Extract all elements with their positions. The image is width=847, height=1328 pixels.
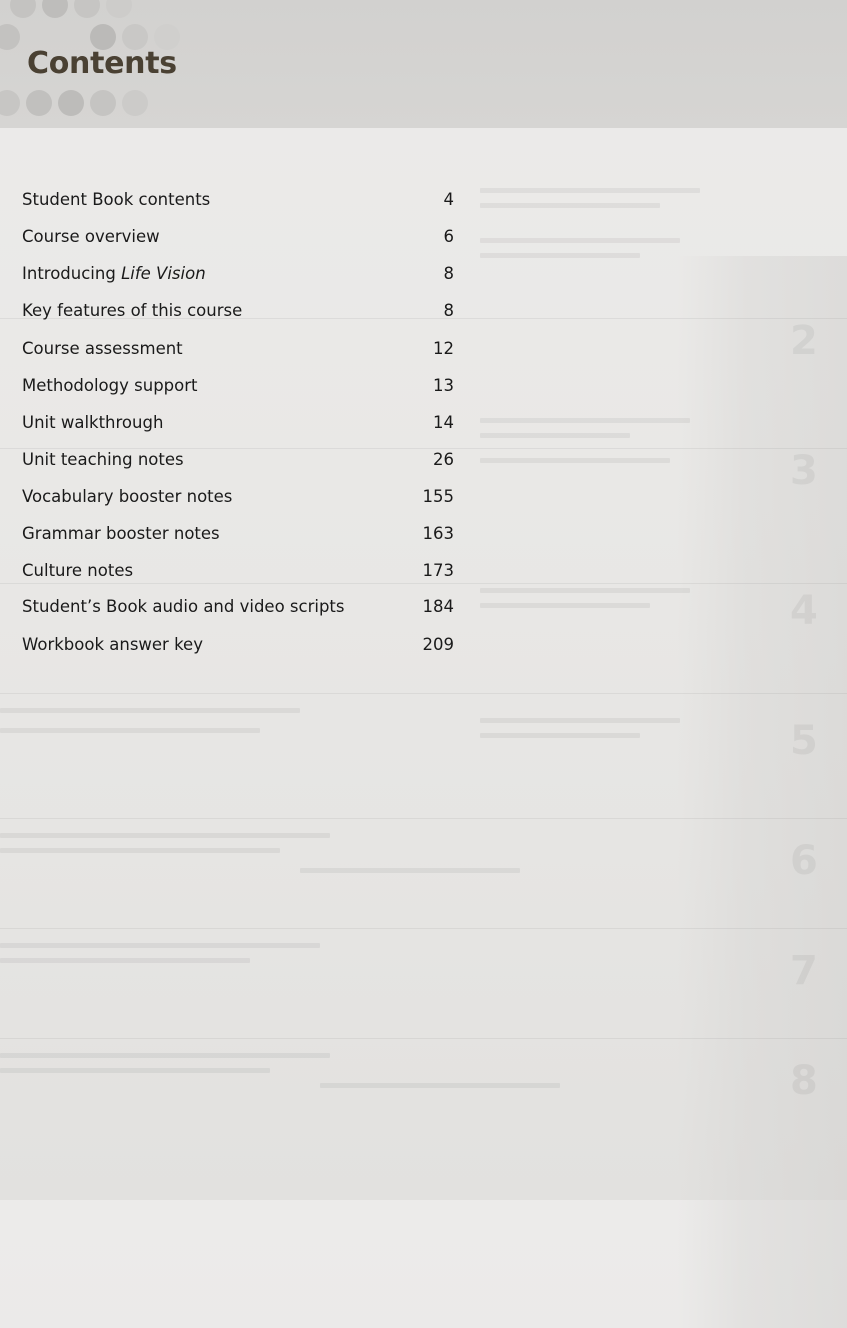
toc-entry-label: Key features of this course — [22, 301, 243, 320]
toc-entry-label: Course overview — [22, 227, 160, 246]
toc-entry-page: 155 — [422, 487, 454, 506]
toc-entry-unit-walkthrough[interactable] — [22, 413, 454, 437]
toc-entry-page: 184 — [422, 597, 454, 616]
toc-entry-page: 26 — [433, 450, 454, 469]
toc-entry-methodology-support[interactable] — [22, 376, 454, 400]
toc-entry-vocabulary-booster-notes[interactable] — [22, 487, 454, 511]
toc-entry-course-assessment[interactable] — [22, 339, 454, 363]
show-through-background: 2 3 4 5 6 7 8 — [0, 128, 847, 1200]
show-through-side-panel — [677, 256, 847, 1328]
toc-entry-label: Unit teaching notes — [22, 450, 184, 469]
toc-entry-page: 163 — [422, 524, 454, 543]
toc-entry-label: Workbook answer key — [22, 635, 203, 654]
toc-entry-course-overview[interactable] — [22, 227, 454, 251]
toc-entry-label: Student Book contents — [22, 190, 211, 209]
toc-entry-label: Culture notes — [22, 561, 134, 580]
show-through-heading — [647, 8, 847, 36]
toc-entry-page: 14 — [433, 413, 454, 432]
toc-entry-page: 209 — [422, 635, 454, 654]
toc-entry-label: Methodology support — [22, 376, 198, 395]
toc-entry-page: 13 — [433, 376, 454, 395]
toc-entry-key-features[interactable] — [22, 301, 454, 325]
toc-entry-page: 6 — [443, 227, 454, 246]
toc-entry-audio-video-scripts[interactable] — [22, 597, 454, 621]
toc-entry-page: 12 — [433, 339, 454, 358]
toc-entry-label: Student’s Book audio and video scripts — [22, 597, 345, 616]
toc-entry-culture-notes[interactable] — [22, 561, 454, 585]
toc-entry-label: Unit walkthrough — [22, 413, 164, 432]
header-band — [0, 0, 847, 128]
toc-entry-label: Grammar booster notes — [22, 524, 220, 543]
page-title: Contents — [27, 46, 177, 81]
toc-entry-label: Vocabulary booster notes — [22, 487, 233, 506]
toc-entry-label-italic: Life Vision — [121, 264, 206, 283]
toc-entry-label — [22, 264, 206, 283]
toc-entry-page: 8 — [443, 301, 454, 320]
toc-entry-student-book-contents[interactable] — [22, 190, 454, 214]
toc-entry-page: 173 — [422, 561, 454, 580]
toc-entry-grammar-booster-notes[interactable] — [22, 524, 454, 548]
toc-entry-page: 8 — [443, 264, 454, 283]
toc-entry-label: Course assessment — [22, 339, 183, 358]
toc-entry-unit-teaching-notes[interactable] — [22, 450, 454, 474]
toc-entry-page: 4 — [443, 190, 454, 209]
toc-entry-workbook-answer-key[interactable] — [22, 635, 454, 659]
toc-entry-label-plain: Introducing — [22, 264, 122, 283]
toc-entry-introducing-life-vision[interactable] — [22, 264, 454, 288]
